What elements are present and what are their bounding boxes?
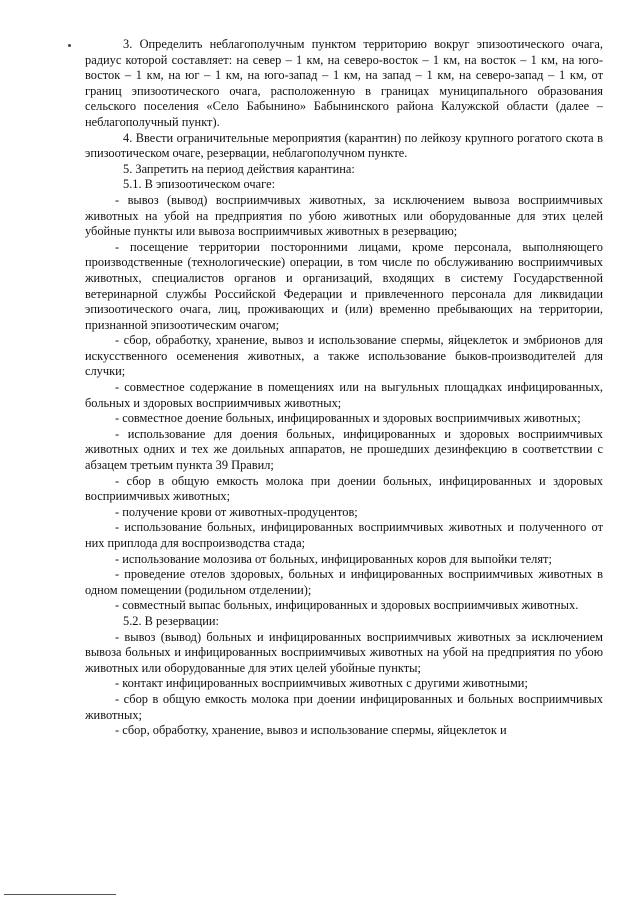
list-item: - совместное содержание в помещениях или на выгульных площадках инфицированных, больных и здоровых восприимчивых животных; bbox=[85, 380, 603, 410]
paragraph: 3. Определить неблагополучным пунктом территорию вокруг эпизоотического очага, радиус которой составляет: на север – 1 км, на северо-восток – 1 км, на восток – 1 км, на юго-восток – 1 км, на юг – 1 км, на юго-запад – 1 км, на запад – 1 км, на северо-запад – 1 км, от границ эпизоотического очага, расположенную в границах муниципального образования сельского поселения «Село Бабынино» Бабынинского района Калужской области (далее – неблагополучный пункт). bbox=[85, 37, 603, 129]
paragraph: 5.1. В эпизоотическом очаге: bbox=[123, 177, 276, 192]
list-item: - получение крови от животных-продуцентов; bbox=[115, 504, 358, 519]
scan-speck bbox=[68, 44, 71, 47]
list-item: - совместный выпас больных, инфицированных и здоровых восприимчивых животных. bbox=[115, 598, 579, 613]
paragraph: 5. Запретить на период действия карантина: bbox=[123, 161, 355, 176]
list-item: - использование больных, инфицированных восприимчивых животных и полученного от них приплода для воспроизводства стада; bbox=[85, 520, 603, 550]
list-item: - использование для доения больных, инфицированных и здоровых восприимчивых животных одних и тех же доильных аппаратов, не прошедших дезинфекцию в соответствии с абзацем третьим пункта 39 Правил; bbox=[85, 426, 603, 473]
list-item: - сбор в общую емкость молока при доении больных, инфицированных и здоровых восприимчивых животных; bbox=[85, 473, 603, 504]
list-item: - контакт инфицированных восприимчивых животных с другими животными; bbox=[115, 676, 528, 691]
list-item: - посещение территории посторонними лицами, кроме персонала, выполняющего производственные (технологические) операции, в том числе по обслуживанию восприимчивых животных, специалистов органов и организаций, входящих в систему Государственной ветеринарной службы Российской Федерации и привлеченного персонала для ликвидации эпизоотического очага, лиц, проживающих и (или) временно пребывающих на территории, признанной эпизоотическим очагом; bbox=[85, 239, 603, 332]
list-item: - сбор в общую емкость молока при доении инфицированных и больных восприимчивых животных; bbox=[85, 691, 603, 722]
paragraph: 5.2. В резервации: bbox=[123, 613, 220, 628]
list-item: - вывоз (вывод) больных и инфицированных восприимчивых животных за исключением вывоза больных и инфицированных восприимчивых животных на убой на предприятия по убою животных или оборудованные для этих целей убойные пункты; bbox=[85, 629, 603, 675]
list-item: - проведение отелов здоровых, больных и инфицированных восприимчивых животных в одном помещении (родильном отделении); bbox=[85, 567, 603, 597]
list-item: - сбор, обработку, хранение, вывоз и использование спермы, яйцеклеток и эмбрионов для искусственного осеменения животных, а также использование быков-производителей для случки; bbox=[85, 333, 603, 379]
paragraph: 4. Ввести ограничительные мероприятия (карантин) по лейкозу крупного рогатого скота в эпизоотическом очаге, резервации, неблагополучном пункте. bbox=[85, 130, 603, 161]
footnote-separator bbox=[4, 894, 116, 895]
list-item: - вывоз (вывод) восприимчивых животных, за исключением вывоза восприимчивых животных на убой на предприятия по убою животных или оборудованные для этих целей убойные пункты или вывоза восприимчивых животных в резервацию; bbox=[85, 192, 603, 239]
document-body bbox=[85, 37, 603, 739]
list-item: - сбор, обработку, хранение, вывоз и использование спермы, яйцеклеток и bbox=[115, 723, 507, 738]
list-item: - использование молозива от больных, инфицированных коров для выпойки телят; bbox=[115, 551, 552, 566]
list-item: - совместное доение больных, инфицированных и здоровых восприимчивых животных; bbox=[115, 411, 581, 426]
